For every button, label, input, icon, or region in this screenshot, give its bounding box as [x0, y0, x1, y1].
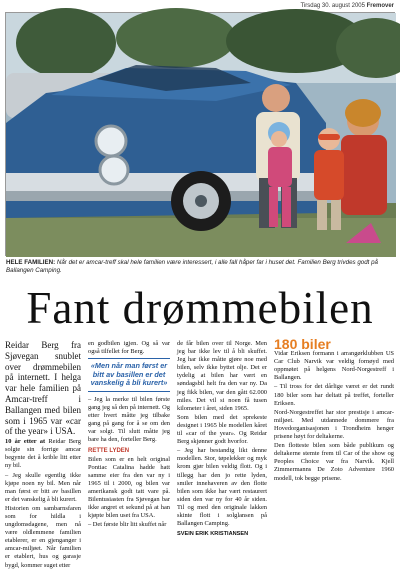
body-paragraph: – Jeg har bestandig likt denne modellen. Stor, tøpelekker og myk krom gjør bilen veldig flott. Og i tillegg har den jo rette lyden, smiler innehaveren av den flotte bilen som ikke har vært restaurert siden den var ny for 40 år siden. Til og med den originale lakken skinte flott i solglansen på Ballangen Camping. [177, 447, 267, 528]
body-paragraph: Som bilen med det sprekeste designet i 1965 ble modellen kåret til «car of the year». Og Reidar Berg skjønner godt hvorfor. [177, 413, 267, 446]
body-paragraph: – Det første blir litt skuffet når [88, 521, 167, 529]
section-subhead: RETTE LYDEN [88, 447, 130, 454]
body-paragraph: – Jeg la merke til bilen første gang jeg så den på internett. Og etter hvert måtte jeg tilbake gang på gang for å se om den var solgt. Til slutt måtte jeg bare ha den, forteller Berg. [88, 395, 170, 444]
caption-lead: HELE FAMILIEN: [6, 259, 56, 266]
paragraph-rest: Reidar Berg solgte sin forrige amcar begynte det å krible litt etter ny bil. [5, 438, 81, 470]
newspaper-name: Fremover [366, 3, 394, 9]
pull-quote: «Men når man først er bitt av basillen er det vanskelig å bli kurert» [88, 358, 170, 392]
body-paragraph: Bilen som er en helt original Pontiac Catalina hadde hatt samme eier fra den var ny i 1965 til i 2000, og bilen var amerikansk godt tatt vare på. Bilentusiasten fra Sjøvegan bar ikke angret et sekund på at han kjøpte bilen uset fra USA. [88, 455, 170, 520]
body-paragraph: Vidar Eriksen formann i arrangørklubben US Car Club Narvik var veldig fornøyd med oppmøtet på helgens Nord-Norgestreff i Ballangen. [274, 350, 394, 382]
article-intro: Reidar Berg fra Sjøvegan snublet over drømmebilen på internett. I helga var hele familien på Amcar-treff i Ballangen med bilen som i 1965 var «car of the year» i USA. [5, 340, 81, 437]
article-column-3 [177, 340, 267, 538]
body-paragraph: Historien om sambarnsfaren som for hildla i ungdomsdagene, men nå være oldlemmene familien etablerer, er en gjenganger i amcar-miljøet. Når familien er etablert, hus og garasje bygd, kommer suget etter [5, 504, 81, 569]
article-column-1 [5, 340, 81, 571]
sidebar-box [274, 336, 394, 484]
issue-date: Tirsdag 30. august 2005 [300, 3, 365, 9]
body-paragraph [5, 438, 81, 470]
article-column-2 [88, 340, 170, 530]
photo-caption [6, 259, 394, 274]
body-paragraph: en godbilen igjen. Og så var også tilfellet for Berg. [88, 340, 170, 356]
body-paragraph: – Jeg skulle egentlig ikke kjøpe noen ny bil. Men når man først er bitt av basillen er det vanskelig å bli kurert. [5, 471, 81, 503]
family-car-photo [5, 12, 395, 256]
body-paragraph: – Til tross for det dårlige været er det rundt 180 biler som har deltatt på treffet, forteller Eriksen. [274, 383, 394, 407]
sidebar-box-heading: 180 biler [274, 336, 331, 352]
body-paragraph: de får bilen over til Norge. Men jeg bar ikke lev til å bli skuffet. Jeg har ikke måtte gjøre noe med bilen, selv ikke byttet olje. Det er tydelig at bilen har vært en søndagsbil helt fra den var ny. Da jeg fikk bilen, var den gått 62.000 miles. Det vil si noen få tusen kilometer i året, siden 1965. [177, 340, 267, 412]
caption-text: Når det er amcar-treff skal hele familien være interessert, i alle fall håper far i huset det. Familien Berg trivdes godt på Ballangen Camping. [6, 259, 378, 274]
article-headline: Fant drømmebilen [26, 283, 374, 333]
body-paragraph: Den flotteste bilen som både publikum og deltakerne stemte frem til Car of the show og Peoples Choice var fra Narvik. Kjell Zimmermanns De Zoto Adventure 1960 modell, tok begge prisene. [274, 442, 394, 482]
page-topline [300, 3, 394, 9]
paragraph-lead: 10 år etter at [5, 438, 46, 446]
body-paragraph: Nord-Norgestreffet har stor prestisje i amcar-miljøet. Med utdannede dommere fra Hovedorganisasjonen i Trondheim henger prisene høyt for deltakerne. [274, 408, 394, 441]
article-byline: SVEIN ERIK KRISTIANSEN [177, 531, 249, 538]
